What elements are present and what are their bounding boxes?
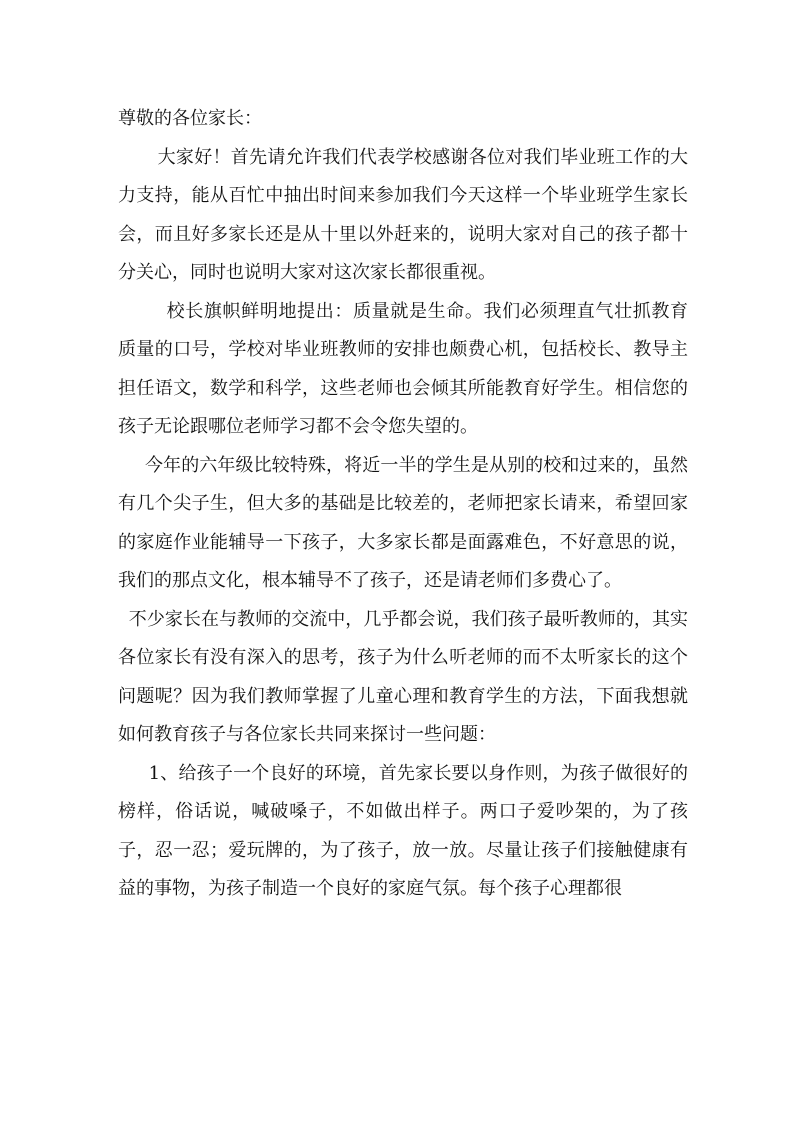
paragraph-communication: 不少家长在与教师的交流中，几乎都会说，我们孩子最听教师的，其实各位家长有没有深入的思考，孩子为什么听老师的而不太听家长的这个问题呢？因为我们教师掌握了儿童心理和教育学生的方法，下面我想就如何教育孩子与各位家长共同来探讨一些问题： — [118, 608, 688, 745]
paragraph-point-one: 1、给孩子一个良好的环境，首先家长要以身作则，为孩子做很好的榜样，俗话说，喊破嗓子，不如做出样子。两口子爱吵架的，为了孩子，忍一忍；爱玩牌的，为了孩子，放一放。尽量让孩子们接触健康有益的事物，为孩子制造一个良好的家庭气氛。每个孩子心理都很 — [118, 762, 688, 899]
paragraph-greeting: 大家好！首先请允许我们代表学校感谢各位对我们毕业班工作的大力支持，能从百忙中抽出时间来参加我们今天这样一个毕业班学生家长会，而且好多家长还是从十里以外赶来的，说明大家对自己的孩子都十分关心，同时也说明大家对这次家长都很重视。 — [118, 146, 688, 283]
letter-body — [118, 100, 688, 909]
paragraph-quality: 校长旗帜鲜明地提出：质量就是生命。我们必须理直气壮抓教育质量的口号，学校对毕业班教师的安排也颇费心机，包括校长、教导主担任语文，数学和科学，这些老师也会倾其所能教育好学生。相信您的孩子无论跟哪位老师学习都不会令您失望的。 — [118, 300, 688, 437]
salutation: 尊敬的各位家长： — [118, 108, 262, 129]
paragraph-grade-six: 今年的六年级比较特殊，将近一半的学生是从别的校和过来的，虽然有几个尖子生，但大多的基础是比较差的，老师把家长请来，希望回家的家庭作业能辅导一下孩子，大多家长都是面露难色，不好意思的说，我们的那点文化，根本辅导不了孩子，还是请老师们多费心了。 — [118, 454, 688, 591]
